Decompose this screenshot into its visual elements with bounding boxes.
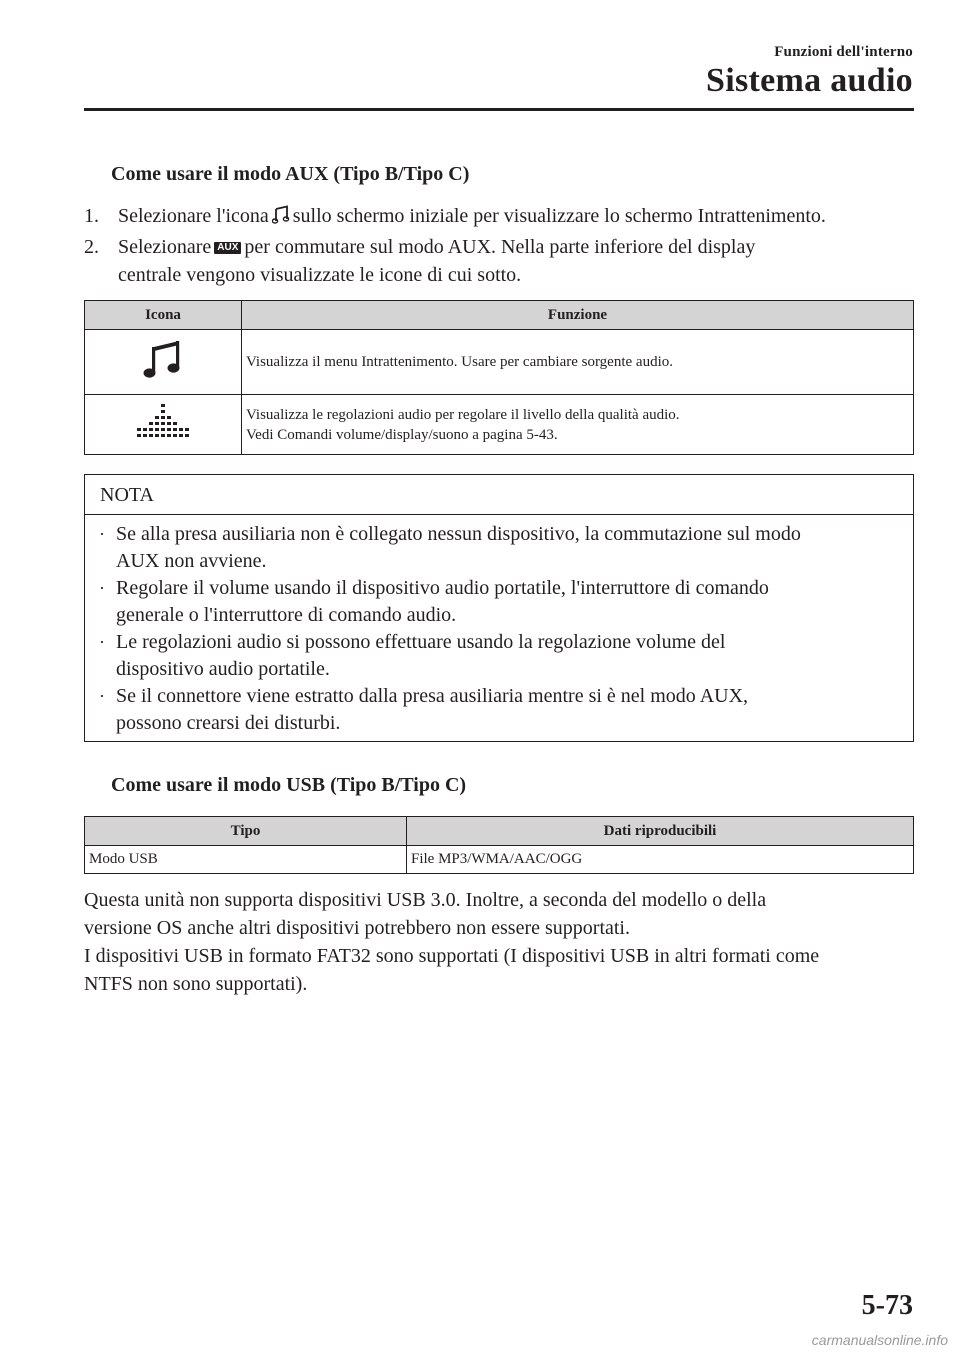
function-cell (242, 330, 914, 395)
bullet: · (99, 632, 105, 652)
table-header-data: Dati riproducibili (407, 817, 914, 846)
paragraph-line: versione OS anche altri dispositivi potrebbero non essere supportati. (84, 917, 630, 939)
table-row (85, 395, 914, 455)
step-text: per commutare sul modo AUX. Nella parte inferiore del display (244, 236, 756, 258)
table-row (85, 330, 914, 395)
music-note-icon (272, 205, 290, 233)
step-text: Selezionare l'icona (118, 205, 269, 227)
note-line: generale o l'interruttore di comando audio. (116, 604, 457, 626)
step-continuation: centrale vengono visualizzate le icone di cui sotto. (118, 264, 522, 286)
bullet: · (99, 686, 105, 706)
list-item (85, 575, 913, 629)
icon-function-table (84, 300, 914, 455)
note-list (85, 521, 913, 737)
step-number: 2. (84, 236, 99, 258)
step-number: 1. (84, 205, 99, 227)
table-cell: File MP3/WMA/AAC/OGG (407, 846, 914, 874)
bullet: · (99, 524, 105, 544)
icon-cell (85, 395, 242, 455)
note-title: NOTA (85, 475, 913, 515)
note-line: AUX non avviene. (116, 550, 267, 572)
usb-paragraph (84, 886, 924, 998)
list-item (85, 683, 913, 737)
table-cell: Modo USB (85, 846, 407, 874)
watermark: carmanualsonline.info (811, 1332, 948, 1348)
function-text: Visualizza il menu Intrattenimento. Usare per cambiare sorgente audio. (246, 354, 673, 370)
bullet: · (99, 578, 105, 598)
music-note-icon (141, 370, 185, 386)
step-text: sullo schermo iniziale per visualizzare lo schermo Intrattenimento. (292, 205, 826, 227)
note-line: Le regolazioni audio si possono effettuare usando la regolazione volume del (116, 631, 726, 653)
usb-table (84, 816, 914, 874)
aux-step-2 (84, 233, 924, 289)
paragraph-line: Questa unità non supporta dispositivi USB 3.0. Inoltre, a seconda del modello o della (84, 889, 767, 911)
equalizer-icon (135, 430, 191, 446)
list-item (85, 521, 913, 575)
function-text: Vedi Comandi volume/display/suono a pagina 5-43. (246, 426, 558, 443)
aux-icon: AUX (214, 242, 241, 254)
table-header-type: Tipo (85, 817, 407, 846)
function-text: Visualizza le regolazioni audio per regolare il livello della qualità audio. (246, 406, 680, 423)
icon-cell (85, 330, 242, 395)
note-line: Se alla presa ausiliaria non è collegato nessun dispositivo, la commutazione sul modo (116, 523, 801, 545)
header-divider (84, 108, 914, 111)
step-text: Selezionare (118, 236, 212, 258)
aux-step-1 (84, 202, 924, 233)
page-title: Sistema audio (706, 62, 913, 99)
list-item (85, 629, 913, 683)
page-number: 5-73 (861, 1290, 913, 1321)
note-line: dispositivo audio portatile. (116, 658, 330, 680)
table-row (85, 846, 914, 874)
table-header-icon: Icona (85, 301, 242, 330)
note-line: possono crearsi dei disturbi. (116, 712, 341, 734)
usb-section-heading: Come usare il modo USB (Tipo B/Tipo C) (111, 774, 467, 796)
paragraph-line: I dispositivi USB in formato FAT32 sono supportati (I dispositivi USB in altri formati come (84, 945, 820, 967)
paragraph-line: NTFS non sono supportati). (84, 973, 308, 995)
note-box (84, 474, 914, 742)
note-line: Regolare il volume usando il dispositivo audio portatile, l'interruttore di comando (116, 577, 769, 599)
table-header-function: Funzione (242, 301, 914, 330)
note-line: Se il connettore viene estratto dalla presa ausiliaria mentre si è nel modo AUX, (116, 685, 749, 707)
section-label: Funzioni dell'interno (774, 44, 913, 60)
function-cell (242, 395, 914, 455)
aux-section-heading: Come usare il modo AUX (Tipo B/Tipo C) (111, 163, 470, 185)
